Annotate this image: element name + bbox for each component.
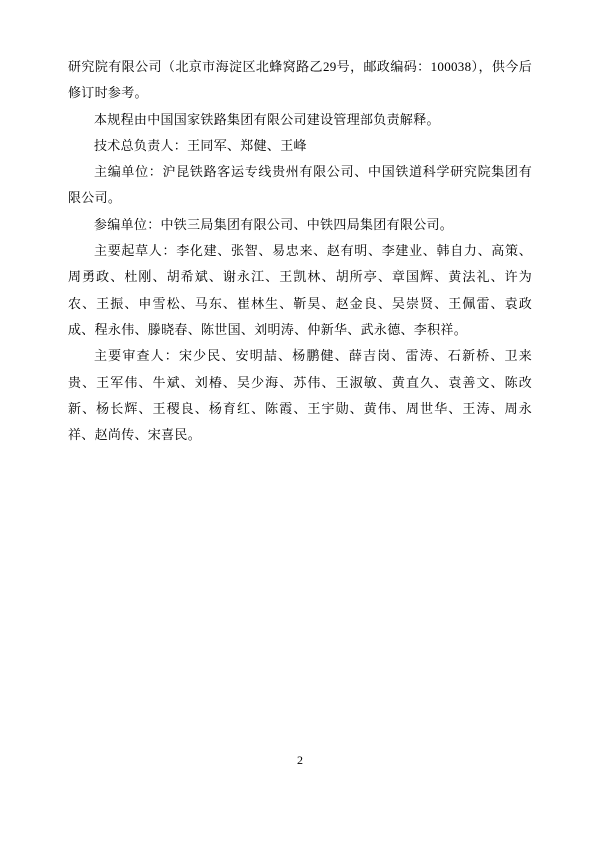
paragraph-continuation: 研究院有限公司（北京市海淀区北蜂窝路乙29号，邮政编码：100038），供今后修订时参考。 [68,59,532,101]
paragraph-interpretation: 本规程由中国国家铁路集团有限公司建设管理部负责解释。 [94,111,440,127]
paragraph-main-reviewers: 主要审查人：宋少民、安明喆、杨鹏健、薛吉岗、雷涛、石新桥、卫来贵、王军伟、牛斌、刘椿、吴少海、苏伟、王淑敏、黄直久、袁善文、陈改新、杨长辉、王稷良、杨育红、陈霞、王宇勋、黄伟、周世华、王涛、周永祥、赵尚传、宋喜民。 [68,348,532,443]
document-body-text [68,54,532,448]
paragraph-participating-units: 参编单位：中铁三局集团有限公司、中铁四局集团有限公司。 [94,216,454,232]
paragraph-chief-editing-units: 主编单位：沪昆铁路客运专线贵州有限公司、中国铁道科学研究院集团有限公司。 [68,164,532,206]
paragraph-technical-leads: 技术总负责人：王同军、郑健、王峰 [94,137,307,153]
paragraph-main-drafters: 主要起草人：李化建、张智、易忠来、赵有明、李建业、韩自力、高策、周勇政、杜刚、胡希斌、谢永江、王凯林、胡所亭、章国辉、黄法礼、许为农、王振、申雪松、马东、崔林生、靳昊、赵金良、吴崇贤、王佩雷、袁政成、程永伟、滕晓春、陈世国、刘明涛、仲新华、武永德、李积祥。 [68,243,532,337]
page-number: 2 [297,753,303,767]
